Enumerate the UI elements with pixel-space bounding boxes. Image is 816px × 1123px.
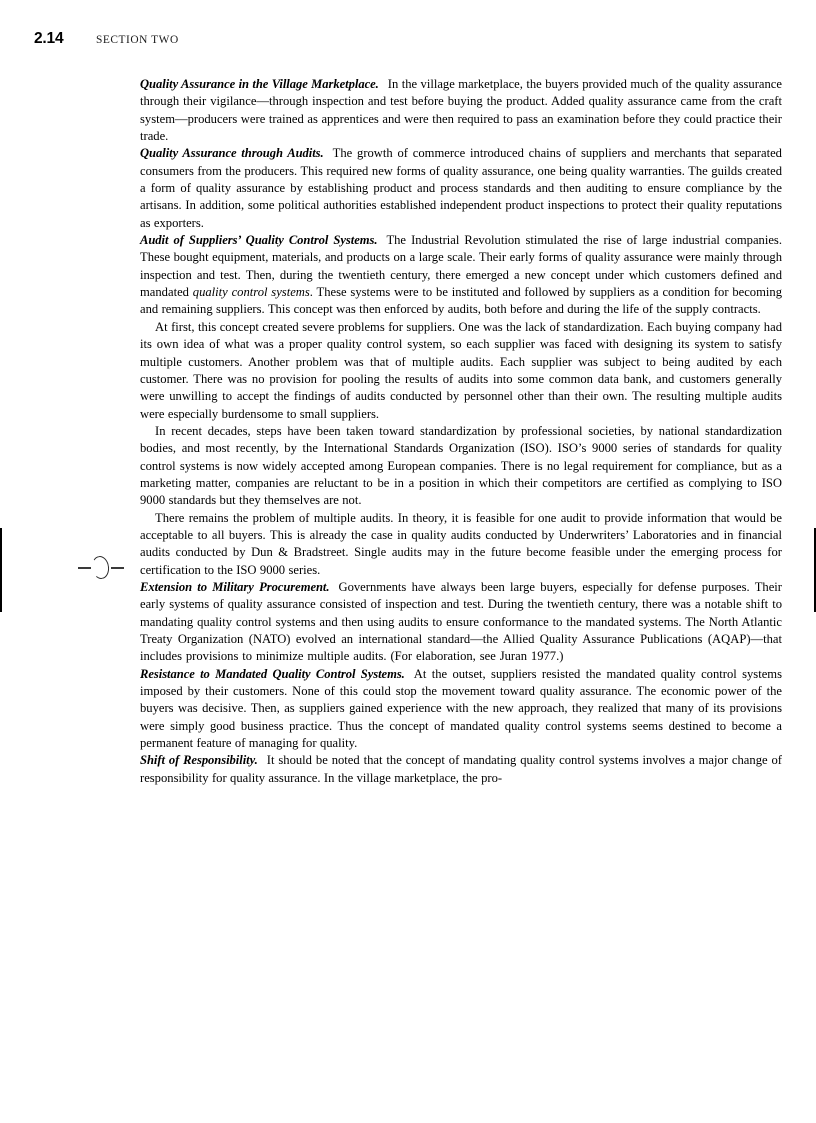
paragraph-text: At the outset, suppliers resisted the mandated quality control systems imposed by their customers. None of this could stop the movement toward quality assurance. The economic power of the buyers was decisive. Then, as suppliers gained experience with the new approach, they realized that many of its provisions were simply good business practice. Thus the concept of mandated quality control systems seems destined to become a permanent feature of managing for quality. xyxy=(140,666,782,751)
run-in-heading-village-marketplace: Quality Assurance in the Village Marketplace. xyxy=(140,77,379,91)
paragraph-village-marketplace xyxy=(140,76,782,145)
text-column xyxy=(140,76,782,787)
registration-dash-right xyxy=(111,567,124,569)
paragraph-through-audits xyxy=(140,145,782,232)
paragraph-audit-of-suppliers xyxy=(140,232,782,319)
paragraph-text-part-2: . These systems were to be instituted and followed by suppliers as a condition for becoming and remaining suppliers. This concept was then enforced by audits, both before and during the life of the supply contracts. xyxy=(140,285,782,317)
emphasis-quality-control-systems: quality control systems xyxy=(192,285,310,300)
paragraph-at-first: At first, this concept created severe problems for suppliers. One was the lack of standardization. Each buying company had its own idea of what was a proper quality control system, so each supplier was faced with designing its system to satisfy multiple customers. Another problem was that of multiple audits. Each supplier was subject to being audited by each customer. There was no provision for pooling the results of audits into some common data bank, and customers generally were unwilling to accept the findings of audits conducted by personnel other than their own. The resulting multiple audits were especially burdensome to small suppliers. xyxy=(140,319,782,421)
run-in-heading-audit-of-suppliers: Audit of Suppliers’ Quality Control Systems. xyxy=(140,233,378,248)
paragraph-text: The growth of commerce introduced chains of suppliers and merchants that separated consumers from the producers. This required new forms of quality assurance, one being quality warranties. The guilds created a form of quality assurance by establishing product and process standards and then auditing to ensure compliance by the artisans. In addition, some political authorities established independent product inspections to protect their quality reputations as exporters. xyxy=(140,146,782,230)
registration-mark-icon xyxy=(78,552,124,584)
run-in-heading-through-audits: Quality Assurance through Audits. xyxy=(140,146,324,161)
registration-ring xyxy=(90,555,110,580)
run-in-heading-resistance: Resistance to Mandated Quality Control Systems. xyxy=(140,666,405,681)
paragraph-shift-of-responsibility xyxy=(140,752,782,787)
section-label: SECTION TWO xyxy=(96,34,179,46)
paragraph-text-part-1: The Industrial Revolution stimulated the rise of large industrial companies. These bought equipment, materials, and products on a large scale. Their early forms of quality assurance were mainly through inspection and test. Then, during the twentieth century, there emerged a new concept under which customers defined and mandated xyxy=(140,233,782,300)
run-in-heading-shift-of-responsibility: Shift of Responsibility. xyxy=(140,753,258,768)
run-in-heading-military-procurement: Extension to Military Procurement. xyxy=(140,579,330,594)
paragraph-text: In the village marketplace, the buyers provided much of the quality assurance through their vigilance—through inspection and test before buying the product. Added quality assurance came from the craft system—producers were trained as apprentices and were then required to pass an examination before they could practice their trade. xyxy=(140,77,782,144)
paragraph-text: Governments have always been large buyers, especially for defense purposes. Their early systems of quality assurance consisted of inspection and test. During the twentieth century, there was a notable shift to mandating quality control systems and then using audits to ensure conformance to the mandated systems. The North Atlantic Treaty Organization (NATO) evolved an international standard—the Allied Quality Assurance Publications (AQAP)—that includes provisions to minimize multiple audits. (For elaboration, see Juran 1977.) xyxy=(140,579,782,664)
paragraph-in-recent-decades: In recent decades, steps have been taken toward standardization by professional societies, by national standardization bodies, and most recently, by the International Standards Organization (ISO). ISO’s 9000 series of standards for quality control systems is now widely accepted among European companies. There is no legal requirement for compliance, but as a marketing matter, companies are reluctant to be in a position in which their competitors are certified as complying to ISO 9000 standards but they themselves are not. xyxy=(140,423,782,508)
running-head xyxy=(34,30,774,52)
page-folio: 2.14 xyxy=(34,30,64,47)
registration-dash-left xyxy=(78,567,91,569)
paragraph-text: It should be noted that the concept of mandating quality control systems involves a major change of responsibility for quality assurance. In the village marketplace, the pro- xyxy=(140,753,782,785)
paragraph-military-procurement xyxy=(140,579,782,666)
left-trim-tick-mark xyxy=(0,528,2,612)
paragraph-resistance xyxy=(140,666,782,753)
paragraph-there-remains: There remains the problem of multiple audits. In theory, it is feasible for one audit to provide information that would be acceptable to all buyers. This is already the case in quality audits conducted by Underwriters’ Laboratories and in financial audits conducted by Dun & Bradstreet. Single audits may in the future become feasible under the emerging process for certification to the ISO 9000 series. xyxy=(140,510,782,577)
